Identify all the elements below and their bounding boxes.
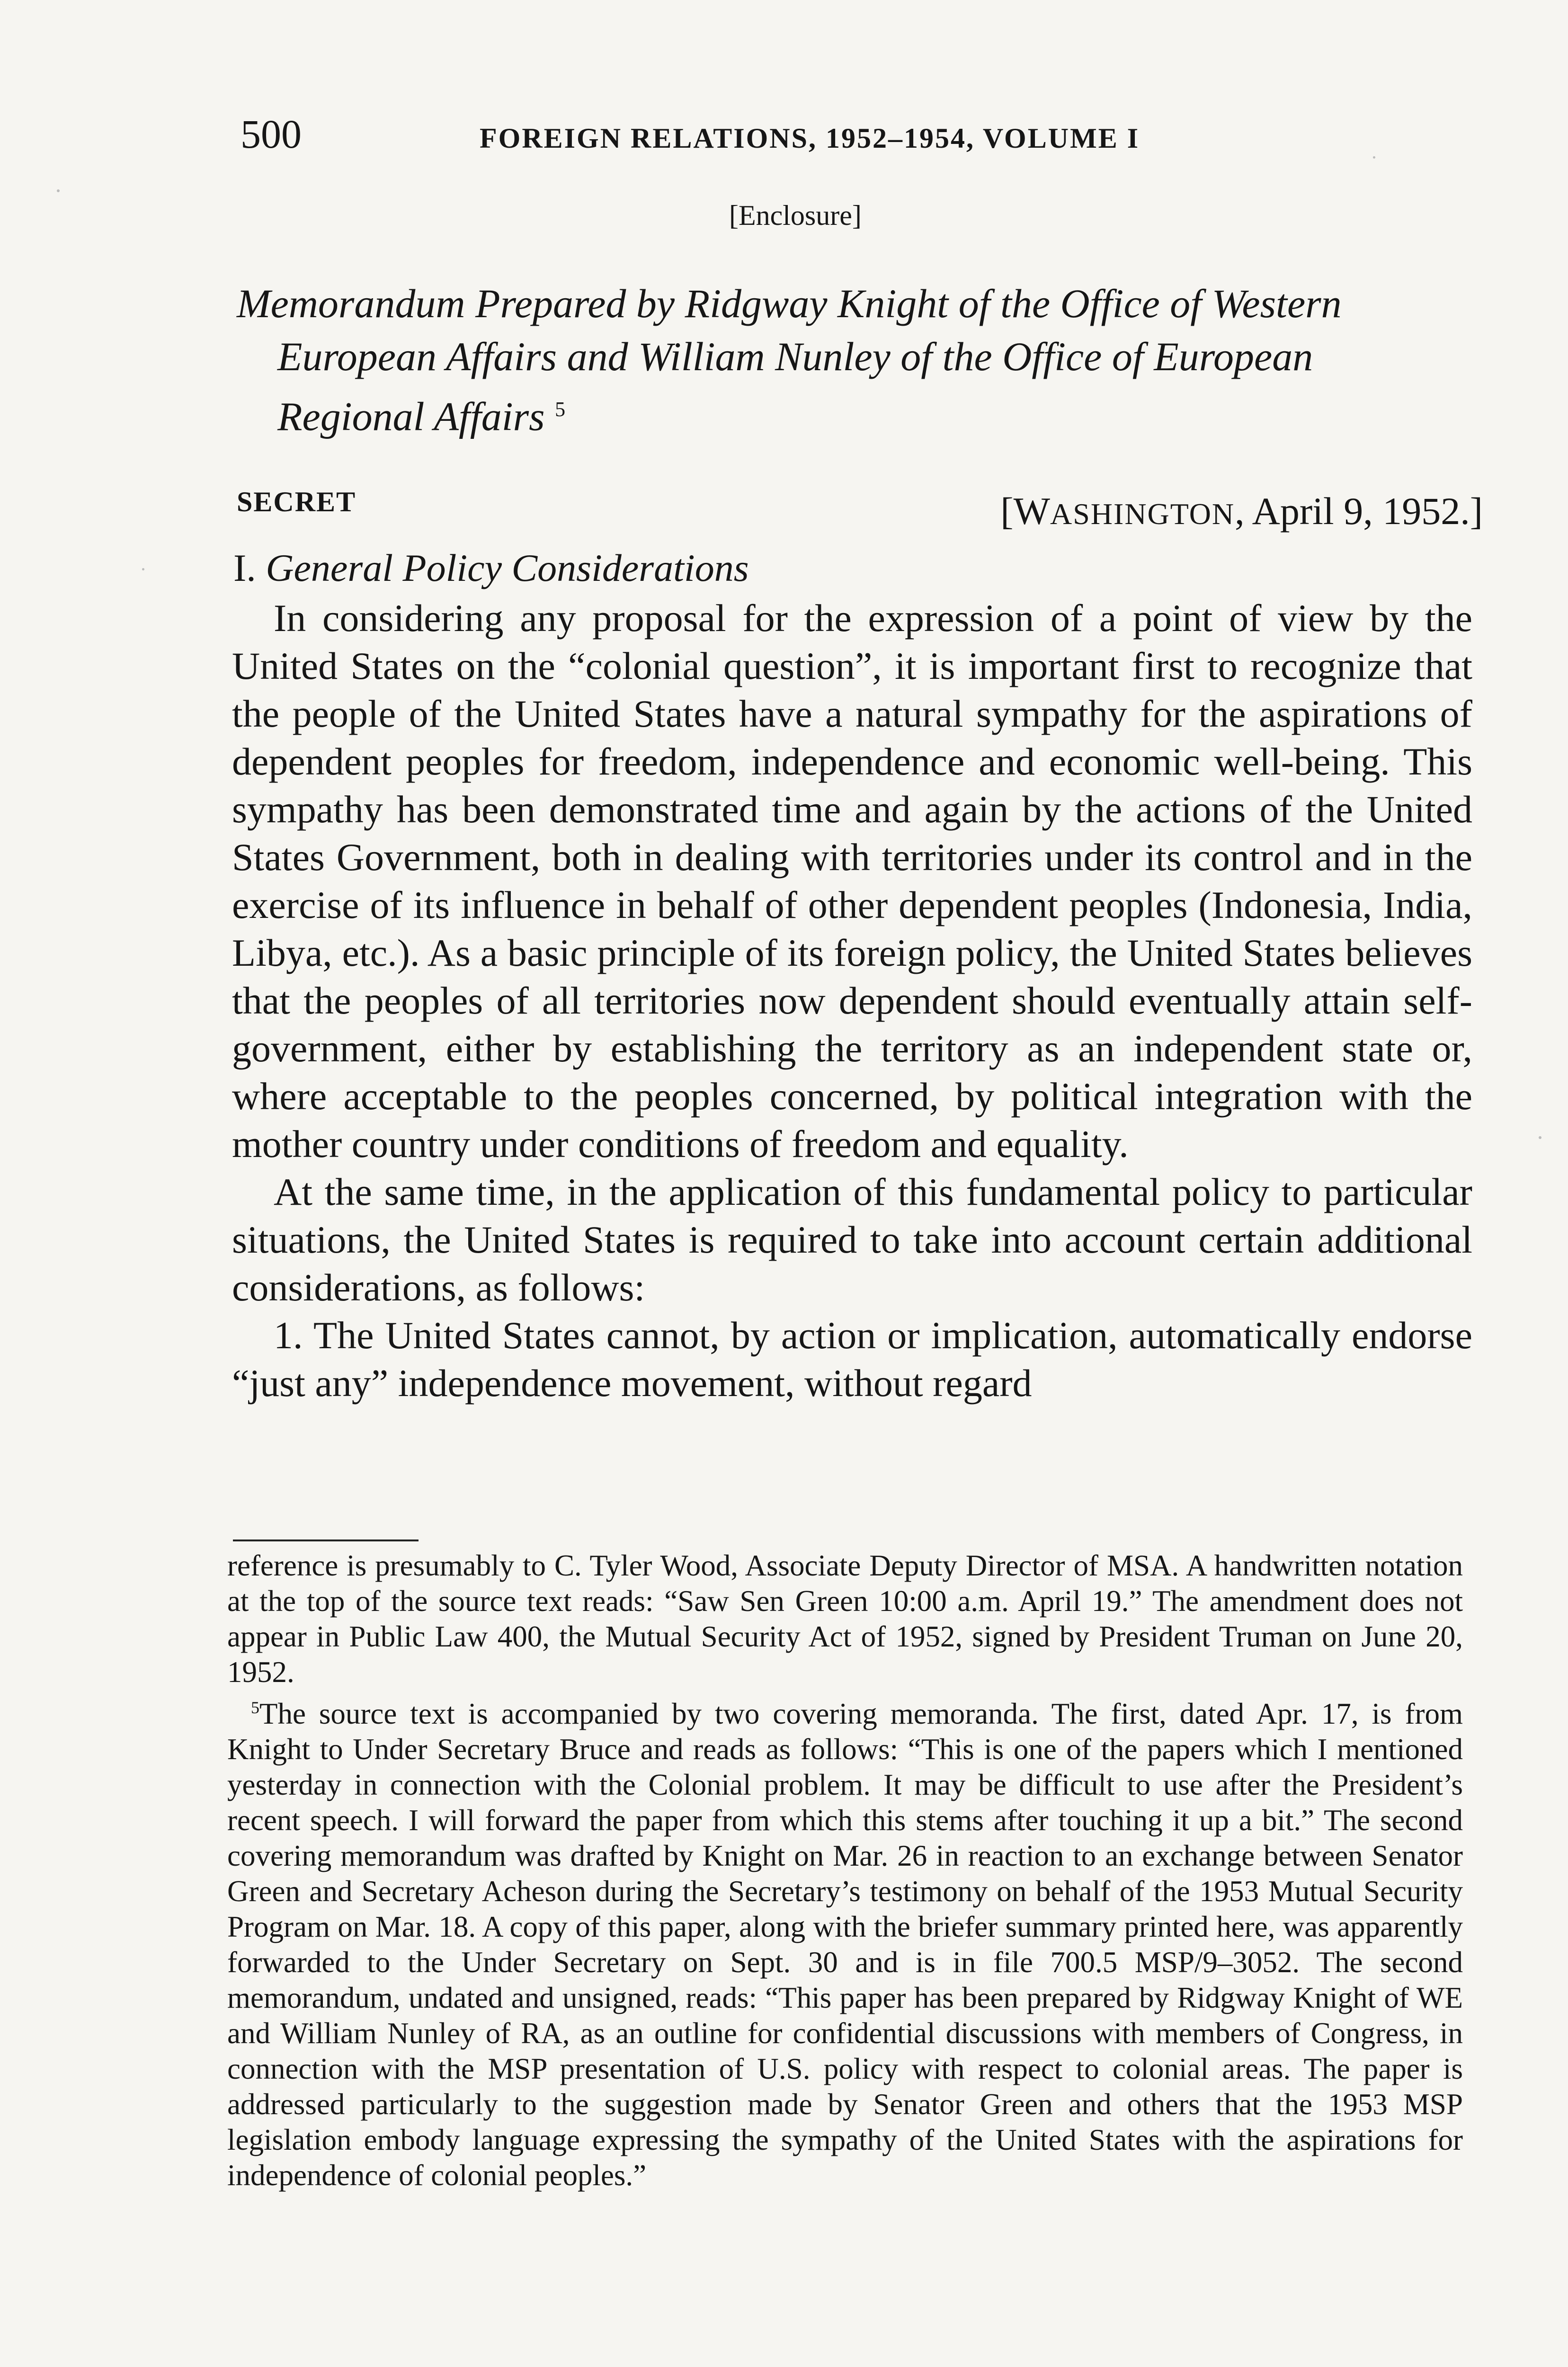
body-paragraph-3: 1. The United States cannot, by action or implication, automatically endorse “just any” independence movement, without regard <box>232 1314 1472 1405</box>
document-title <box>237 277 1487 443</box>
title-line-3 <box>237 383 1487 443</box>
dateline-date: , April 9, 1952.] <box>1235 489 1483 533</box>
body-text <box>232 594 1472 1407</box>
body-paragraph-1: In considering any proposal for the expression of a point of view by the United States on the “colonial question”, it is important first to recognize that the people of the United States have a natural sympathy for the aspirations of dependent peoples for freedom, independence and economic well-being. This sympathy has been demonstrated time and again by the actions of the United States Government, both in dealing with territories under its control and in the exercise of its influence in behalf of other dependent peoples (Indonesia, India, Libya, etc.). As a basic principle of its foreign policy, the United States believes that the peoples of all territories now dependent should eventually attain self-government, either by establishing the territory as an independent state or, where acceptable to the peoples concerned, by political integration with the mother country under conditions of freedom and equality. <box>232 596 1472 1166</box>
dateline-open-bracket: [ <box>1000 489 1014 533</box>
page-header <box>241 108 1471 165</box>
body-paragraph-2: At the same time, in the application of this fundamental policy to particular situations, the United States is required to take into account certain additional considerations, as follows: <box>232 1170 1472 1309</box>
title-footnote-marker: 5 <box>555 398 566 421</box>
footnote-5 <box>227 1690 1463 2193</box>
dateline-place-rest: ASHINGTON <box>1050 497 1235 531</box>
title-line-3-text: Regional Affairs <box>277 393 545 439</box>
classification-marking: SECRET <box>237 486 356 517</box>
section-title: General Policy Considerations <box>266 546 749 589</box>
footnote-rule <box>233 1539 419 1541</box>
dateline-place-initial: W <box>1013 489 1050 533</box>
running-head: FOREIGN RELATIONS, 1952–1954, VOLUME I <box>480 123 1140 154</box>
enclosure-label: [Enclosure] <box>729 200 862 231</box>
page-number: 500 <box>241 111 302 157</box>
footnote-5-marker: 5 <box>251 1698 259 1717</box>
footnote-continued: reference is presumably to C. Tyler Wood, Associate Deputy Director of MSA. A handwritten notation at the top of the source text reads: “Saw Sen Green 10:00 a.m. April 19.” The amendment does not appear in Public Law 400, the Mutual Security Act of 1952, signed by President Truman on June 20, 1952. <box>227 1549 1463 1689</box>
footnotes <box>227 1548 1463 2193</box>
scan-speck <box>1539 1136 1541 1139</box>
scan-speck <box>57 189 60 192</box>
scan-speck <box>142 568 144 570</box>
footnote-5-text: The source text is accompanied by two covering memoranda. The first, dated Apr. 17, is from Knight to Under Secretary Bruce and reads as follows: “This is one of the papers which I mentioned yesterday in connection with the Colonial problem. It may be difficult to use after the President’s recent speech. I will forward the paper from which this stems after touching it up a bit.” The second covering memorandum was drafted by Knight on Mar. 26 in reaction to an exchange between Senator Green and Secretary Acheson during the Secretary’s testimony on behalf of the 1953 Mutual Security Program on Mar. 18. A copy of this paper, along with the briefer summary printed here, was apparently forwarded to the Under Secretary on Sept. 30 and is in file 700.5 MSP/9–3052. The second memorandum, undated and unsigned, reads: “This paper has been prepared by Ridgway Knight of WE and William Nunley of RA, as an outline for confidential discussions with members of Congress, in connection with the MSP presentation of U.S. policy with respect to colonial areas. The paper is addressed particularly to the suggestion made by Senator Green and others that the 1953 MSP legislation embody language expressing the sympathy of the United States with the aspirations for independence of colonial peoples.” <box>227 1697 1463 2192</box>
dateline <box>1000 488 1483 538</box>
section-number: I. <box>233 546 266 589</box>
scan-speck <box>1373 156 1375 159</box>
section-heading <box>233 543 749 593</box>
title-line-2: European Affairs and William Nunley of the Office of European <box>277 334 1313 379</box>
title-line-1: Memorandum Prepared by Ridgway Knight of the Office of Western <box>237 281 1342 326</box>
